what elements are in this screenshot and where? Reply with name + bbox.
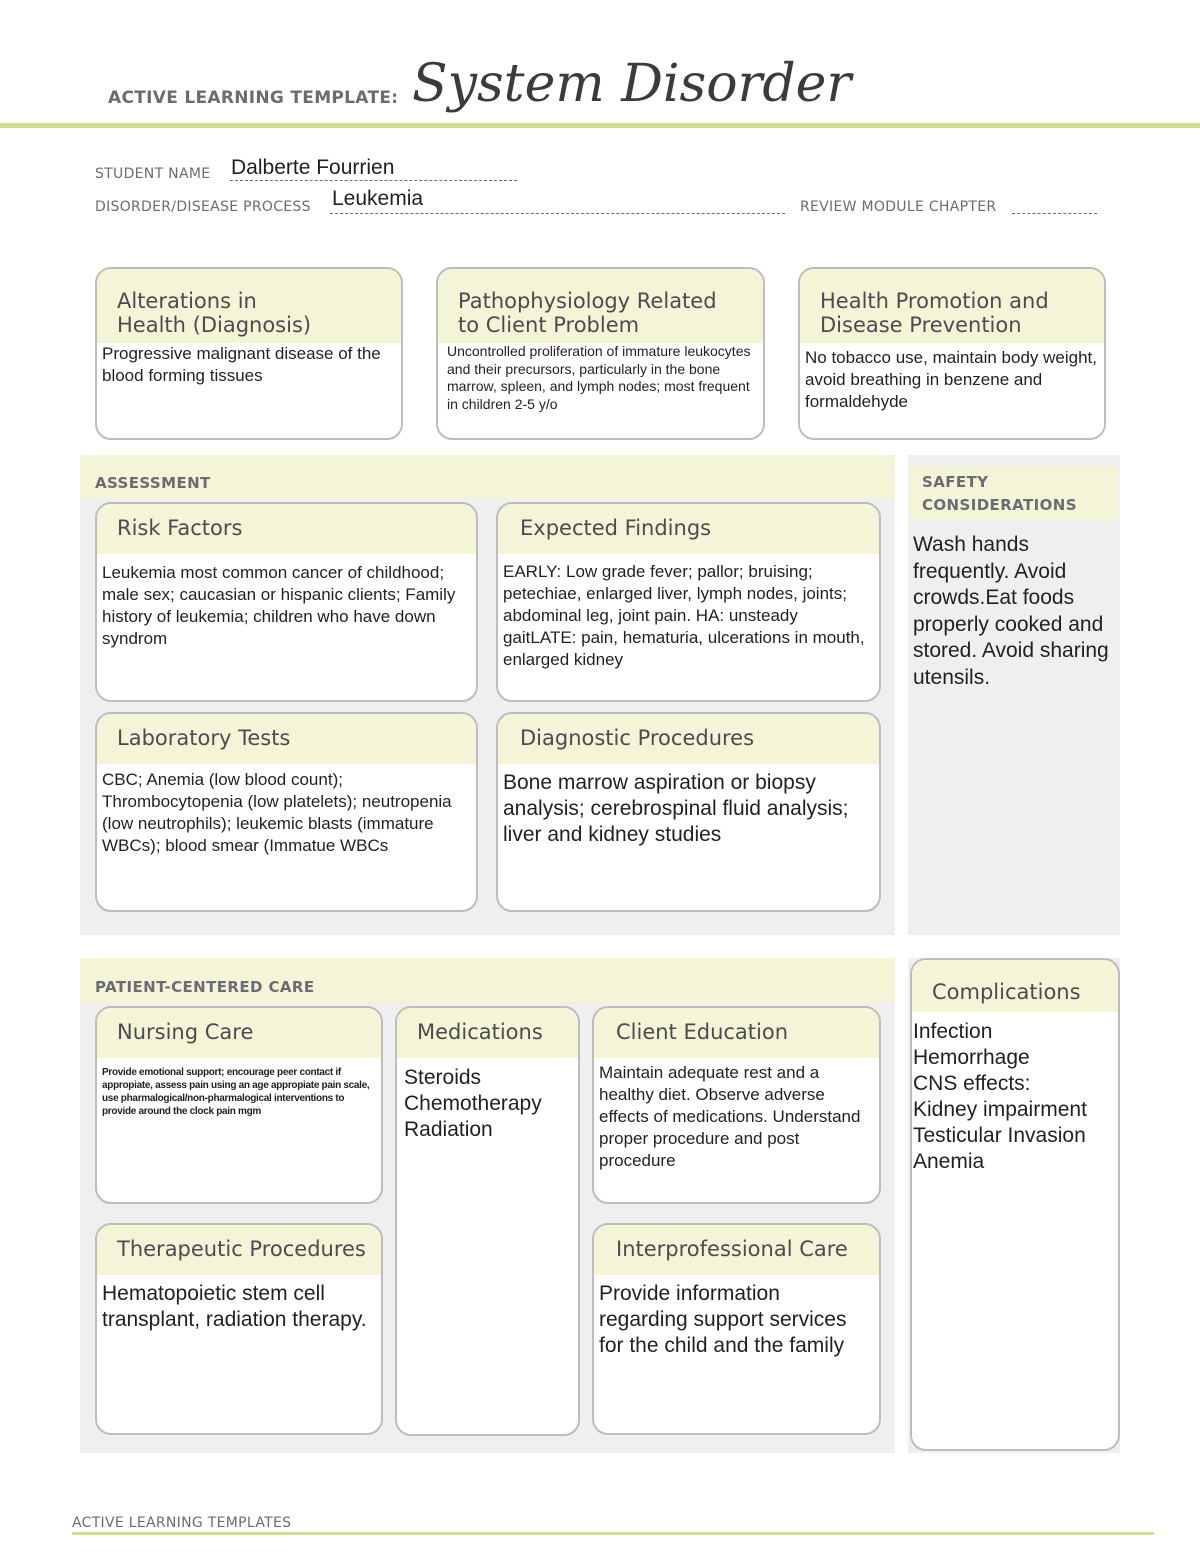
assessment-title: ASSESSMENT bbox=[95, 474, 211, 492]
student-name-label: STUDENT NAME bbox=[95, 166, 211, 182]
risk-factors-title: Risk Factors bbox=[97, 504, 476, 554]
risk-factors-box bbox=[95, 502, 478, 702]
therapeutic-procedures-body[interactable]: Hematopoietic stem cell transplant, radiation therapy. bbox=[102, 1282, 367, 1331]
disorder-field[interactable]: Leukemia bbox=[332, 187, 424, 210]
medications-body[interactable]: Steroids Chemotherapy Radiation bbox=[404, 1066, 542, 1141]
safety-title: SAFETY CONSIDERATIONS bbox=[910, 467, 1118, 521]
expected-findings-title: Expected Findings bbox=[498, 504, 879, 554]
student-name-field[interactable]: Dalberte Fourrien bbox=[231, 156, 395, 179]
diagnostic-procedures-body[interactable]: Bone marrow aspiration or biopsy analysis; cerebrospinal fluid analysis; liver and kidney studies bbox=[503, 771, 849, 846]
page-title: System Disorder bbox=[412, 54, 852, 114]
laboratory-tests-body[interactable]: CBC; Anemia (low blood count); Thrombocytopenia (low platelets); neutropenia (low neutrophils); leukemic blasts (immature WBCs); blood smear (Immatue WBCs bbox=[102, 770, 452, 855]
alterations-body[interactable]: Progressive malignant disease of the blood forming tissues bbox=[102, 344, 381, 385]
risk-factors-body[interactable]: Leukemia most common cancer of childhood; male sex; caucasian or hispanic clients; Family history of leukemia; children who have down syndrom bbox=[102, 563, 456, 648]
nursing-care-body[interactable]: Provide emotional support; encourage peer contact if appropiate, assess pain using an age appropiate pain scale, use pharmalogical/non-pharmalogical interventions to provide around the clock pain mgm bbox=[102, 1067, 370, 1117]
footer-text: ACTIVE LEARNING TEMPLATES bbox=[72, 1515, 292, 1531]
therapeutic-procedures-box bbox=[95, 1223, 383, 1435]
health-promotion-box bbox=[798, 267, 1106, 440]
health-promotion-title: Health Promotion and Disease Prevention bbox=[800, 269, 1104, 343]
medications-title: Medications bbox=[397, 1008, 578, 1058]
header-rule bbox=[0, 123, 1200, 128]
review-module-field[interactable] bbox=[1012, 213, 1097, 214]
expected-findings-body[interactable]: EARLY: Low grade fever; pallor; bruising; petechiae, enlarged liver, lymph nodes, joints; abdominal leg, joint pain. HA: unsteady gaitLATE: pain, hematuria, ulcerations in mouth, enlarged kidney bbox=[503, 562, 865, 669]
complications-body[interactable]: Infection Hemorrhage CNS effects: Kidney impairment Testicular Invasion Anemia bbox=[913, 1020, 1087, 1173]
complications-title: Complications bbox=[912, 960, 1118, 1012]
alterations-box bbox=[95, 267, 403, 440]
pathophysiology-body[interactable]: Uncontrolled proliferation of immature leukocytes and their precursors, particularly in the bone marrow, spleen, and lymph nodes; most frequent in children 2-5 y/o bbox=[447, 343, 751, 412]
medications-box bbox=[395, 1006, 580, 1436]
patient-care-title: PATIENT-CENTERED CARE bbox=[95, 978, 315, 996]
disorder-label: DISORDER/DISEASE PROCESS bbox=[95, 199, 311, 215]
nursing-care-box bbox=[95, 1006, 383, 1204]
client-education-body[interactable]: Maintain adequate rest and a healthy diet. Observe adverse effects of medications. Understand proper procedure and post procedure bbox=[599, 1063, 861, 1170]
nursing-care-title: Nursing Care bbox=[97, 1008, 381, 1058]
laboratory-tests-box bbox=[95, 712, 478, 912]
client-education-box bbox=[592, 1006, 881, 1204]
laboratory-tests-title: Laboratory Tests bbox=[97, 714, 476, 764]
client-education-title: Client Education bbox=[594, 1008, 879, 1058]
review-module-label: REVIEW MODULE CHAPTER bbox=[800, 199, 997, 215]
safety-panel bbox=[908, 455, 1120, 935]
diagnostic-procedures-box bbox=[496, 712, 881, 912]
pathophysiology-box bbox=[436, 267, 765, 440]
complications-box bbox=[910, 958, 1120, 1451]
expected-findings-box bbox=[496, 502, 881, 702]
safety-body[interactable]: Wash hands frequently. Avoid crowds.Eat foods properly cooked and stored. Avoid sharing utensils. bbox=[913, 533, 1109, 689]
diagnostic-procedures-title: Diagnostic Procedures bbox=[498, 714, 879, 764]
interprofessional-care-box bbox=[592, 1223, 881, 1435]
disorder-line bbox=[330, 213, 785, 214]
template-label: ACTIVE LEARNING TEMPLATE: bbox=[108, 88, 399, 108]
footer-rule bbox=[72, 1532, 1154, 1535]
therapeutic-procedures-title: Therapeutic Procedures bbox=[97, 1225, 381, 1275]
alterations-title: Alterations in Health (Diagnosis) bbox=[97, 269, 401, 343]
student-name-line bbox=[230, 180, 517, 181]
interprofessional-care-body[interactable]: Provide information regarding support services for the child and the family bbox=[599, 1282, 847, 1357]
pathophysiology-title: Pathophysiology Related to Client Problem bbox=[438, 269, 763, 343]
health-promotion-body[interactable]: No tobacco use, maintain body weight, avoid breathing in benzene and formaldehyde bbox=[805, 348, 1098, 411]
interprofessional-care-title: Interprofessional Care bbox=[594, 1225, 879, 1275]
